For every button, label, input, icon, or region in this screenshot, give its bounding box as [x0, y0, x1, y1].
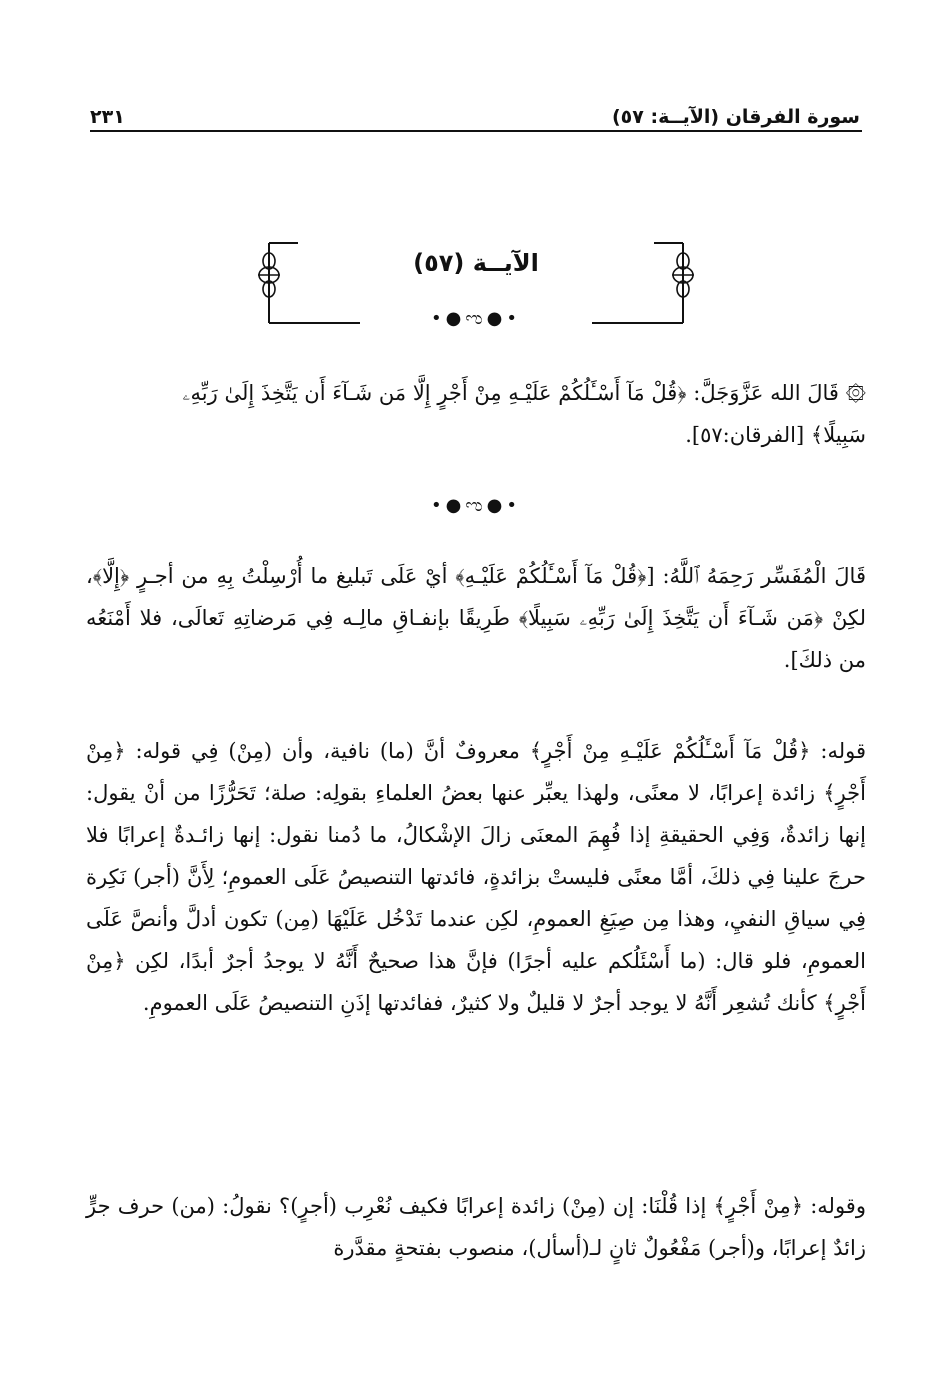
paragraph: قوله: ﴿قُلْ مَآ أَسْـَٔلُكُمْ عَلَيْـهِ مِنْ أَجْرٍ﴾ معروفٌ أنَّ (ما) نافية، وأن (مِنْ) فِي قوله: ﴿مِنْ أَجْرٍ﴾ زائدة إعرابًا، لا معنًى، ولهذا يعبِّر عنها بعضُ العلماءِ بقولِه: صلة؛ تَحَرُّزًا من أنْ يقول: إنها زائدةٌ، وَفِي الحقيقةِ إذا فُهِمَ المعنَى زالَ الإشْكالُ، ما دُمنا نقول: إنها زائـدةٌ إعرابًا فلا حرجَ علينا فِي ذلكَ، أمَّا معنًى فليستْ بزائدةٍ، فائدتها التنصيصُ عَلَى العمومِ؛ لِأَنَّ (أجر) نَكِرة فِي سياقِ النفيِ، وهذا مِن صِيَغِ العمومِ، لكِن عندما تَدْخُل عَلَيْهَا (مِن) تكون أدلَّ وأنصَّ عَلَى العمومِ، فلو قال: (ما أَسْئَلُكم عليه أجرًا) فإنَّ هذا صحيحٌ أَنَّهُ لا يوجدُ أجرٌ أبدًا، لكِن ﴿مِنْ أَجْرٍ﴾ كأنك تُشعِر أَنَّهُ لا يوجد أجرٌ لا قليلٌ ولا كثيرٌ، ففائدتها إذَنِ التنصيصُ عَلَى العمومِ.: [86, 739, 866, 1015]
header-rule: [90, 130, 862, 132]
page-number: ٢٣١: [90, 106, 125, 128]
ayah-title: الآيــة (٥٧): [413, 249, 539, 277]
paragraph: قَالَ الْمُفَسِّر رَحِمَهُ ٱللَّهُ: [﴿قُلْ مَآ أَسْـَٔلُكُمْ عَلَيْـهِ﴾ أيْ عَلَى تَبليغ ما أُرْسِلْتُ بِهِ من أجـرٍ ﴿إِلَّا﴾، لكِنْ ﴿مَن شَـآءَ أَن يَتَّخِذَ إِلَىٰ رَبِّهِۦ سَبِيلًا﴾ طَرِيقًا بإنفـاقِ مالِـه فِي مَرضاتِهِ تَعالَى، فلا أَمْنَعُه من ذلكَ].: [86, 564, 866, 672]
divider-ornament: •●ಌ●•: [431, 308, 521, 329]
verse-line-2: سَبِيلًا﴾ [الفرقان:٥٧].: [685, 423, 866, 447]
paragraph: وقوله: ﴿مِنْ أَجْرٍ﴾ إذا قُلْنَا: إن (مِنْ) زائدة إعرابًا فكيف نُعْرِب (أجرٍ)؟ نقولُ: (من) حرف جرٍّ زائدٌ إعرابًا، و(أجر) مَفْعُولٌ ثانٍ لـ(أسأل)، منصوب بفتحةٍ مقدَّرة: [86, 1194, 866, 1260]
verse-block: [86, 372, 866, 456]
header-title: سورة الفرقان (الآيــة: ٥٧): [611, 106, 860, 128]
running-header: [90, 96, 860, 128]
divider-ornament: •●ಌ●•: [431, 495, 521, 516]
verse-line-1: ۞ قَالَ الله عَزَّوَجَلَّ: ﴿قُلْ مَآ أَسْـَٔلُكُمْ عَلَيْـهِ مِنْ أَجْرٍ إِلَّا مَن شَـآءَ أَن يَتَّخِذَ إِلَىٰ رَبِّهِۦ: [182, 381, 866, 405]
